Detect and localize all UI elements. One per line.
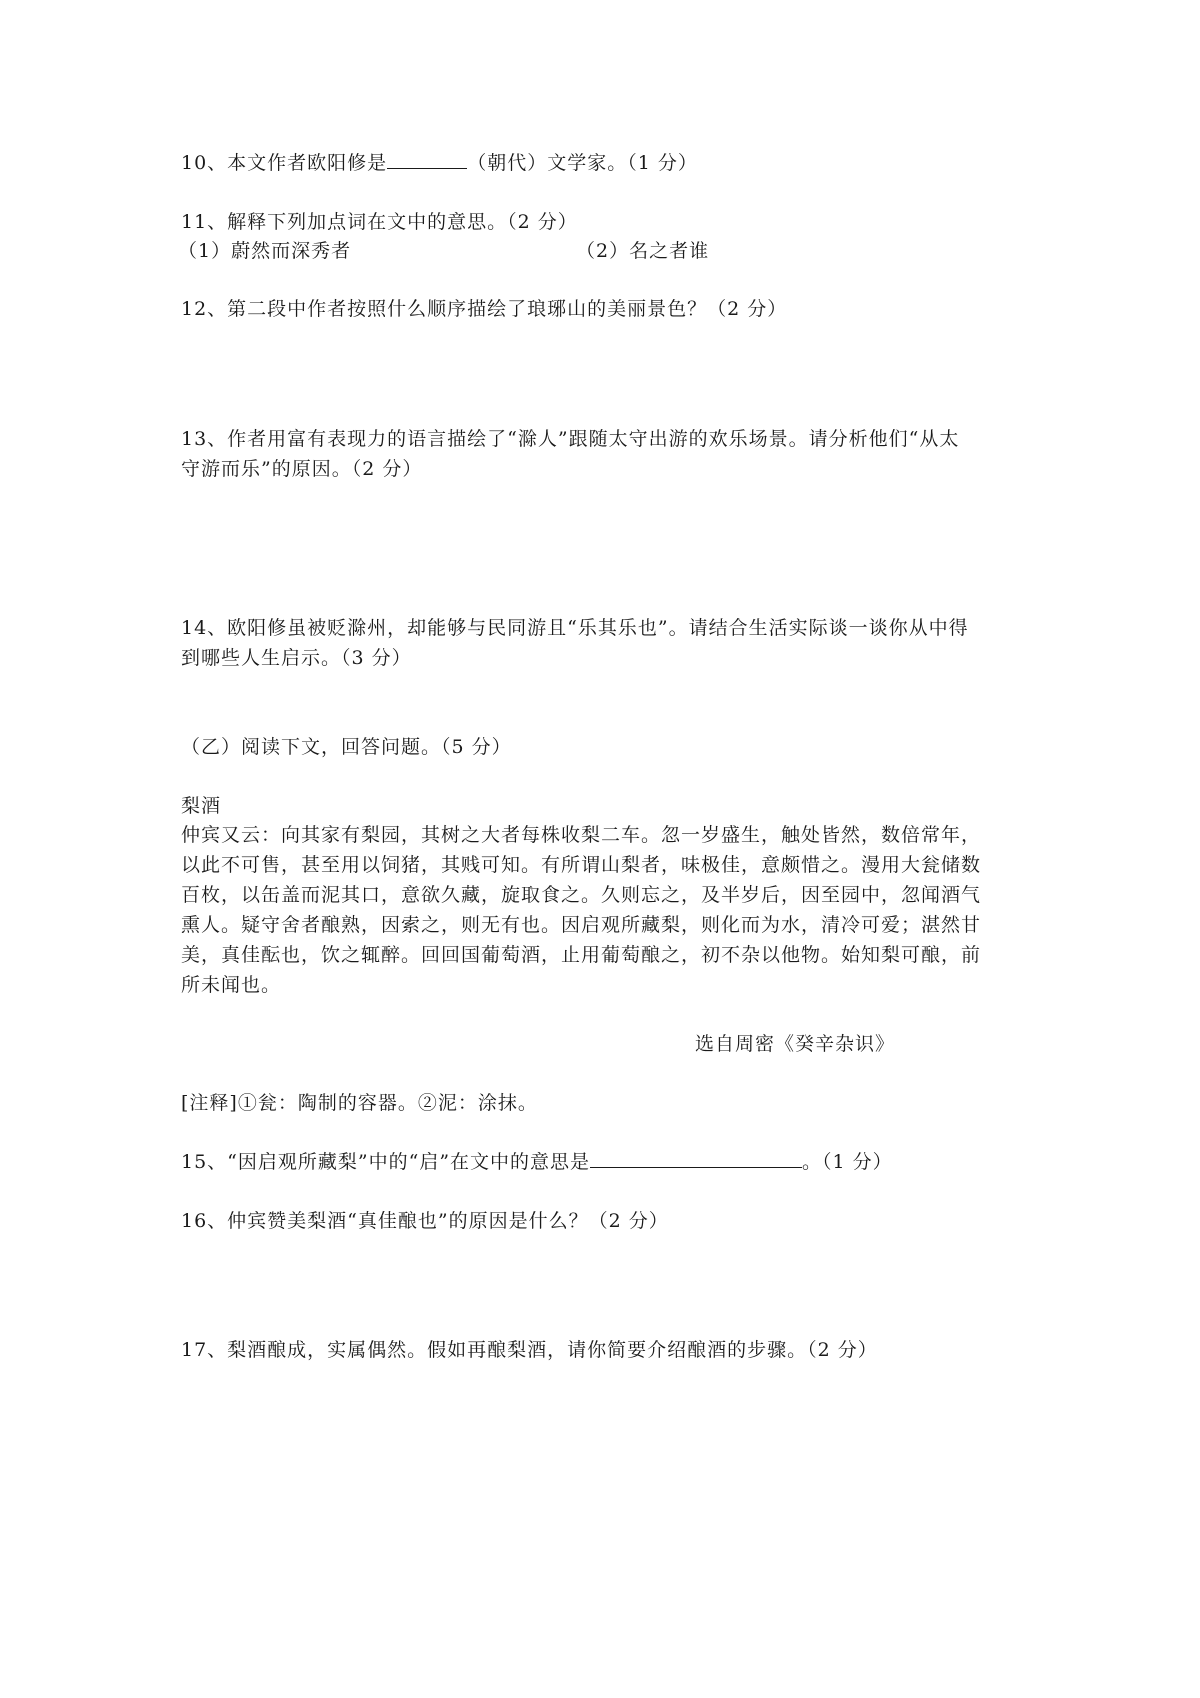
question-16: 16、仲宾赞美梨酒“真佳酿也”的原因是什么？（2 分） xyxy=(181,1210,669,1232)
question-15 xyxy=(181,1149,893,1176)
question-10 xyxy=(181,150,698,177)
passage-title: 梨酒 xyxy=(181,795,222,817)
q15-text-after: 。（1 分） xyxy=(802,1151,893,1173)
q10-answer-blank[interactable] xyxy=(387,150,467,169)
question-11-item-2: （2）名之者谁 xyxy=(576,240,710,262)
passage-line: 美，真佳酝也，饮之辄醉。回回国葡萄酒，止用葡萄酿之，初不杂以他物。始知梨可酿，前 xyxy=(181,944,982,966)
question-14-line-1: 14、欧阳修虽被贬滁州，却能够与民同游且“乐其乐也”。请结合生活实际谈一谈你从中得 xyxy=(181,617,969,639)
section-b-heading: （乙）阅读下文，回答问题。（5 分） xyxy=(181,736,512,758)
passage-line: 以此不可售，甚至用以饲猪，其贱可知。有所谓山梨者，味极佳，意颇惜之。漫用大瓮储数 xyxy=(181,854,982,876)
question-17: 17、梨酒酿成，实属偶然。假如再酿梨酒，请你简要介绍酿酒的步骤。（2 分） xyxy=(181,1339,878,1361)
q15-text-before: 15、“因启观所藏梨”中的“启”在文中的意思是 xyxy=(181,1151,591,1173)
passage-line: 百枚，以缶盖而泥其口，意欲久藏，旋取食之。久则忘之，及半岁后，因至园中，忽闻酒气 xyxy=(181,884,982,906)
passage-line: 熏人。疑守舍者酿熟，因索之，则无有也。因启观所藏梨，则化而为水，清冷可爱；湛然甘 xyxy=(181,914,982,936)
question-13-line-1: 13、作者用富有表现力的语言描绘了“滁人”跟随太守出游的欢乐场景。请分析他们“从太 xyxy=(181,428,960,450)
question-14-line-2: 到哪些人生启示。（3 分） xyxy=(181,647,412,669)
question-13-line-2: 守游而乐”的原因。（2 分） xyxy=(181,458,423,480)
question-11-item-1: （1）蔚然而深秀者 xyxy=(178,240,352,262)
q15-answer-blank[interactable] xyxy=(590,1149,802,1168)
annotation-note: [注释]①瓮：陶制的容器。②泥：涂抹。 xyxy=(181,1092,538,1114)
q10-text-after: （朝代）文学家。（1 分） xyxy=(467,152,698,174)
question-12: 12、第二段中作者按照什么顺序描绘了琅琊山的美丽景色？（2 分） xyxy=(181,298,788,320)
question-11-title: 11、解释下列加点词在文中的意思。（2 分） xyxy=(181,211,578,233)
q10-text-before: 10、本文作者欧阳修是 xyxy=(181,152,388,174)
passage-line: 所未闻也。 xyxy=(181,974,282,996)
passage-source: 选自周密《癸辛杂识》 xyxy=(695,1033,896,1055)
passage-line: 仲宾又云：向其家有梨园，其树之大者每株收梨二车。忽一岁盛生，触处皆然，数倍常年， xyxy=(181,824,982,846)
